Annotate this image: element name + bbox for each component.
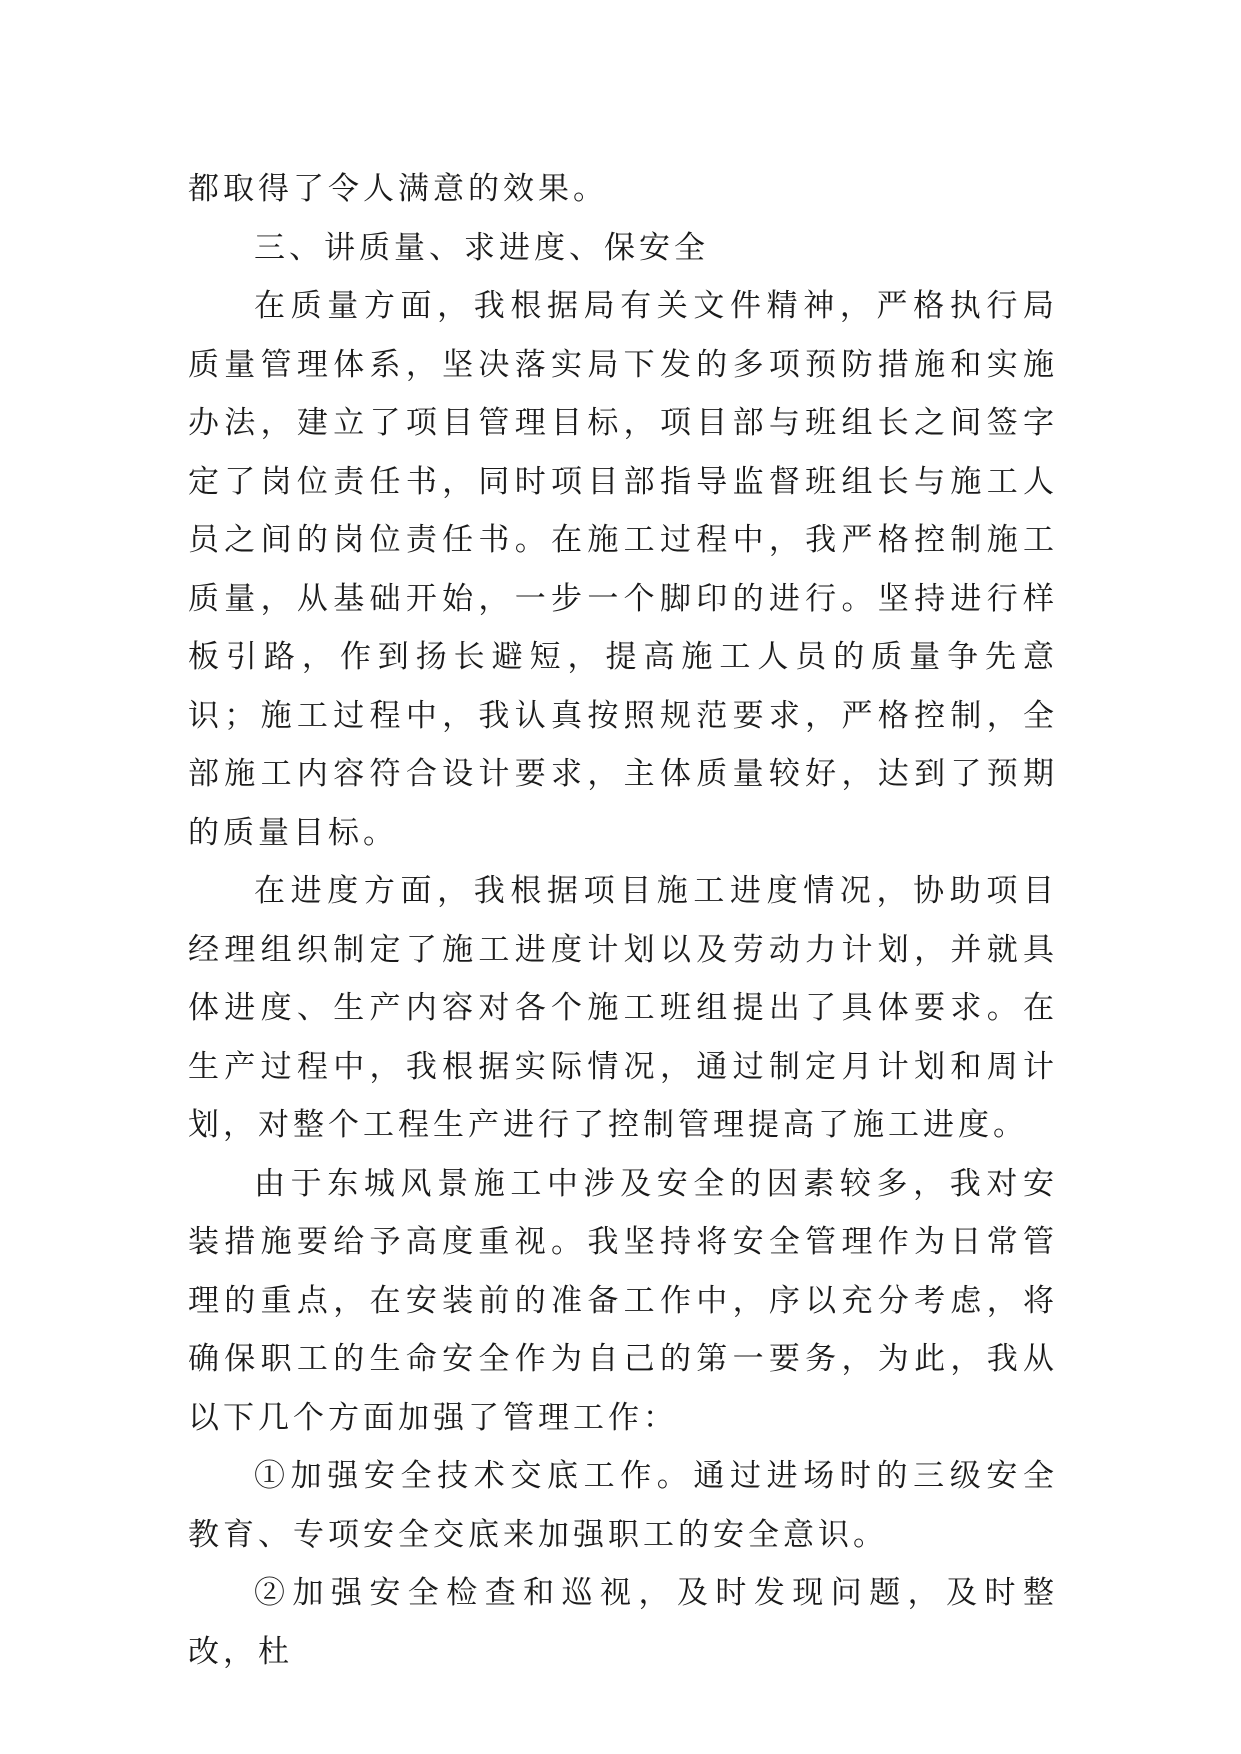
document-body: [188, 160, 1058, 1681]
list-item-safety-1: ①加强安全技术交底工作。通过进场时的三级安全教育、专项安全交底来加强职工的安全意识。: [188, 1458, 1058, 1553]
paragraph-safety: 由于东城风景施工中涉及安全的因素较多，我对安装措施要给予高度重视。我坚持将安全管理作为日常管理的重点，在安装前的准备工作中，序以充分考虑，将确保职工的生命安全作为自己的第一要务，为此，我从以下几个方面加强了管理工作：: [188, 1165, 1058, 1436]
paragraph-progress: 在进度方面，我根据项目施工进度情况，协助项目经理组织制定了施工进度计划以及劳动力计划，并就具体进度、生产内容对各个施工班组提出了具体要求。在生产过程中，我根据实际情况，通过制定月计划和周计划，对整个工程生产进行了控制管理提高了施工进度。: [188, 873, 1058, 1143]
list-item-safety-2: ②加强安全检查和巡视，及时发现问题，及时整改，杜: [188, 1575, 1058, 1670]
paragraph-quality: 在质量方面，我根据局有关文件精神，严格执行局质量管理体系，坚决落实局下发的多项预防措施和实施办法，建立了项目管理目标，项目部与班组长之间签字定了岗位责任书，同时项目部指导监督班组长与施工人员之间的岗位责任书。在施工过程中，我严格控制施工质量，从基础开始，一步一个脚印的进行。坚持进行样板引路，作到扬长避短，提高施工人员的质量争先意识；施工过程中，我认真按照规范要求，严格控制，全部施工内容符合设计要求，主体质量较好，达到了预期的质量目标。: [188, 288, 1058, 851]
section-heading: 三、讲质量、求进度、保安全: [254, 229, 709, 266]
paragraph-continuation: 都取得了令人满意的效果。: [188, 171, 608, 207]
